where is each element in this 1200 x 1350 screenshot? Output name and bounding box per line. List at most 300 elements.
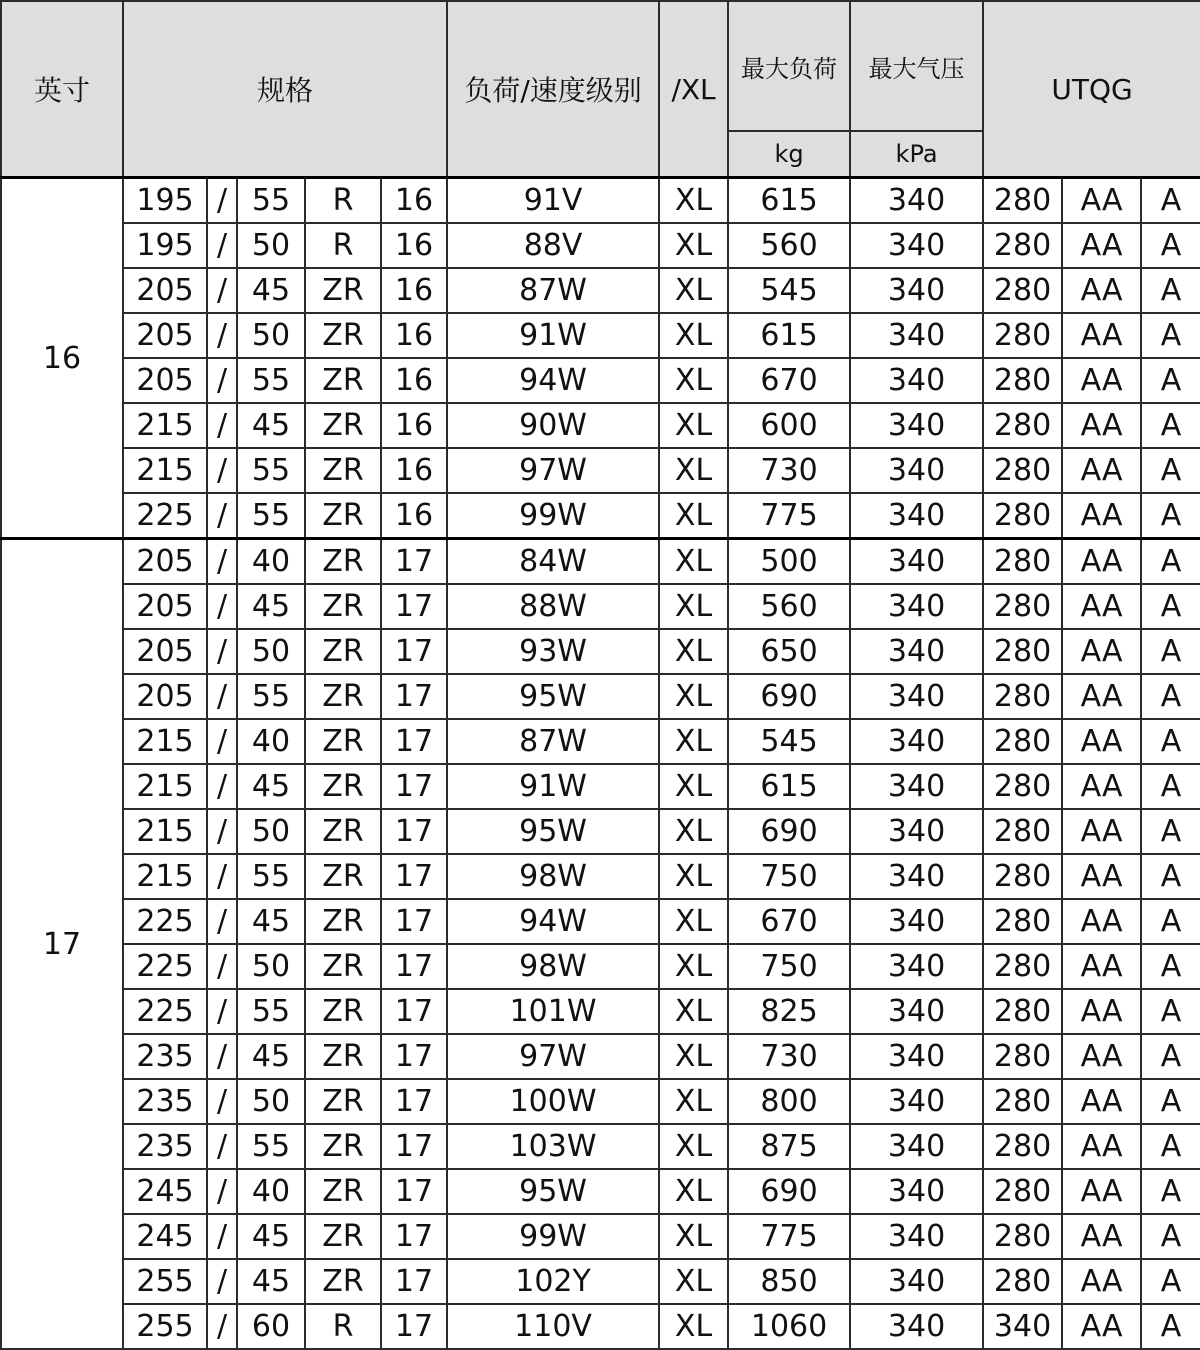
max-pressure-cell: 340 bbox=[850, 854, 983, 899]
width-cell: 255 bbox=[123, 1259, 207, 1304]
max-pressure-cell: 340 bbox=[850, 223, 983, 268]
xl-cell: XL bbox=[659, 1034, 728, 1079]
width-cell: 255 bbox=[123, 1304, 207, 1349]
utqg-traction-cell: AA bbox=[1062, 764, 1141, 809]
max-pressure-cell: 340 bbox=[850, 944, 983, 989]
utqg-traction-cell: AA bbox=[1062, 539, 1141, 585]
utqg-treadwear-cell: 280 bbox=[983, 403, 1062, 448]
xl-cell: XL bbox=[659, 1169, 728, 1214]
aspect-ratio-cell: 45 bbox=[237, 584, 305, 629]
aspect-ratio-cell: 50 bbox=[237, 1079, 305, 1124]
utqg-traction-cell: AA bbox=[1062, 1079, 1141, 1124]
header-xl: /XL bbox=[659, 1, 728, 178]
rim-cell: 16 bbox=[381, 268, 447, 313]
max-pressure-cell: 340 bbox=[850, 674, 983, 719]
aspect-ratio-cell: 55 bbox=[237, 674, 305, 719]
table-row bbox=[1, 1169, 1200, 1214]
max-load-cell: 615 bbox=[728, 764, 850, 809]
width-cell: 225 bbox=[123, 899, 207, 944]
utqg-traction-cell: AA bbox=[1062, 448, 1141, 493]
aspect-ratio-cell: 50 bbox=[237, 809, 305, 854]
max-pressure-cell: 340 bbox=[850, 584, 983, 629]
aspect-ratio-cell: 45 bbox=[237, 1214, 305, 1259]
max-pressure-cell: 340 bbox=[850, 403, 983, 448]
load-speed-cell: 110V bbox=[447, 1304, 659, 1349]
max-pressure-cell: 340 bbox=[850, 764, 983, 809]
rim-cell: 17 bbox=[381, 1214, 447, 1259]
slash-cell: / bbox=[207, 268, 237, 313]
load-speed-cell: 102Y bbox=[447, 1259, 659, 1304]
max-load-cell: 690 bbox=[728, 809, 850, 854]
table-row bbox=[1, 493, 1200, 539]
xl-cell: XL bbox=[659, 719, 728, 764]
construction-cell: ZR bbox=[305, 719, 381, 764]
utqg-treadwear-cell: 280 bbox=[983, 268, 1062, 313]
width-cell: 225 bbox=[123, 989, 207, 1034]
slash-cell: / bbox=[207, 1079, 237, 1124]
xl-cell: XL bbox=[659, 403, 728, 448]
utqg-temperature-cell: A bbox=[1141, 764, 1200, 809]
max-pressure-cell: 340 bbox=[850, 989, 983, 1034]
xl-cell: XL bbox=[659, 944, 728, 989]
table-row bbox=[1, 1079, 1200, 1124]
utqg-temperature-cell: A bbox=[1141, 1304, 1200, 1349]
rim-cell: 16 bbox=[381, 358, 447, 403]
max-load-cell: 560 bbox=[728, 584, 850, 629]
load-speed-cell: 91V bbox=[447, 178, 659, 224]
load-speed-cell: 88W bbox=[447, 584, 659, 629]
construction-cell: R bbox=[305, 1304, 381, 1349]
width-cell: 205 bbox=[123, 629, 207, 674]
width-cell: 205 bbox=[123, 268, 207, 313]
xl-cell: XL bbox=[659, 1124, 728, 1169]
utqg-treadwear-cell: 280 bbox=[983, 944, 1062, 989]
utqg-traction-cell: AA bbox=[1062, 674, 1141, 719]
utqg-treadwear-cell: 280 bbox=[983, 719, 1062, 764]
table-row bbox=[1, 448, 1200, 493]
max-pressure-cell: 340 bbox=[850, 178, 983, 224]
table-body bbox=[1, 178, 1200, 1350]
aspect-ratio-cell: 55 bbox=[237, 1124, 305, 1169]
load-speed-cell: 95W bbox=[447, 809, 659, 854]
slash-cell: / bbox=[207, 1214, 237, 1259]
utqg-temperature-cell: A bbox=[1141, 448, 1200, 493]
utqg-traction-cell: AA bbox=[1062, 854, 1141, 899]
rim-cell: 17 bbox=[381, 1169, 447, 1214]
utqg-treadwear-cell: 280 bbox=[983, 493, 1062, 539]
load-speed-cell: 101W bbox=[447, 989, 659, 1034]
utqg-treadwear-cell: 280 bbox=[983, 764, 1062, 809]
slash-cell: / bbox=[207, 178, 237, 224]
max-pressure-cell: 340 bbox=[850, 1169, 983, 1214]
table-row bbox=[1, 674, 1200, 719]
construction-cell: ZR bbox=[305, 989, 381, 1034]
construction-cell: ZR bbox=[305, 313, 381, 358]
xl-cell: XL bbox=[659, 448, 728, 493]
rim-cell: 17 bbox=[381, 629, 447, 674]
utqg-traction-cell: AA bbox=[1062, 944, 1141, 989]
max-load-cell: 690 bbox=[728, 674, 850, 719]
slash-cell: / bbox=[207, 1034, 237, 1079]
slash-cell: / bbox=[207, 944, 237, 989]
xl-cell: XL bbox=[659, 854, 728, 899]
max-pressure-cell: 340 bbox=[850, 1259, 983, 1304]
slash-cell: / bbox=[207, 989, 237, 1034]
rim-cell: 16 bbox=[381, 178, 447, 224]
table-row bbox=[1, 1259, 1200, 1304]
construction-cell: ZR bbox=[305, 539, 381, 585]
utqg-traction-cell: AA bbox=[1062, 1124, 1141, 1169]
rim-cell: 17 bbox=[381, 809, 447, 854]
utqg-treadwear-cell: 280 bbox=[983, 809, 1062, 854]
load-speed-cell: 84W bbox=[447, 539, 659, 585]
utqg-treadwear-cell: 280 bbox=[983, 358, 1062, 403]
slash-cell: / bbox=[207, 1169, 237, 1214]
load-speed-cell: 94W bbox=[447, 899, 659, 944]
construction-cell: ZR bbox=[305, 448, 381, 493]
max-load-cell: 670 bbox=[728, 358, 850, 403]
utqg-temperature-cell: A bbox=[1141, 1124, 1200, 1169]
width-cell: 245 bbox=[123, 1214, 207, 1259]
construction-cell: ZR bbox=[305, 674, 381, 719]
header-max-load-unit: kg bbox=[728, 131, 850, 178]
utqg-temperature-cell: A bbox=[1141, 584, 1200, 629]
construction-cell: ZR bbox=[305, 809, 381, 854]
utqg-temperature-cell: A bbox=[1141, 899, 1200, 944]
width-cell: 205 bbox=[123, 358, 207, 403]
width-cell: 205 bbox=[123, 674, 207, 719]
header-spec: 规格 bbox=[123, 1, 447, 178]
construction-cell: ZR bbox=[305, 1259, 381, 1304]
aspect-ratio-cell: 40 bbox=[237, 539, 305, 585]
load-speed-cell: 97W bbox=[447, 1034, 659, 1079]
aspect-ratio-cell: 45 bbox=[237, 268, 305, 313]
load-speed-cell: 103W bbox=[447, 1124, 659, 1169]
utqg-temperature-cell: A bbox=[1141, 629, 1200, 674]
load-speed-cell: 95W bbox=[447, 674, 659, 719]
max-load-cell: 825 bbox=[728, 989, 850, 1034]
utqg-temperature-cell: A bbox=[1141, 1214, 1200, 1259]
rim-cell: 17 bbox=[381, 1124, 447, 1169]
rim-cell: 17 bbox=[381, 854, 447, 899]
header-max-load: 最大负荷 bbox=[728, 1, 850, 131]
construction-cell: ZR bbox=[305, 1124, 381, 1169]
load-speed-cell: 100W bbox=[447, 1079, 659, 1124]
max-load-cell: 615 bbox=[728, 313, 850, 358]
utqg-temperature-cell: A bbox=[1141, 223, 1200, 268]
rim-cell: 16 bbox=[381, 448, 447, 493]
xl-cell: XL bbox=[659, 493, 728, 539]
table-row bbox=[1, 223, 1200, 268]
max-load-cell: 615 bbox=[728, 178, 850, 224]
load-speed-cell: 90W bbox=[447, 403, 659, 448]
slash-cell: / bbox=[207, 1304, 237, 1349]
aspect-ratio-cell: 55 bbox=[237, 989, 305, 1034]
utqg-traction-cell: AA bbox=[1062, 268, 1141, 313]
max-load-cell: 875 bbox=[728, 1124, 850, 1169]
table-row bbox=[1, 719, 1200, 764]
max-load-cell: 775 bbox=[728, 493, 850, 539]
max-load-cell: 750 bbox=[728, 854, 850, 899]
utqg-temperature-cell: A bbox=[1141, 178, 1200, 224]
table-row bbox=[1, 1124, 1200, 1169]
rim-cell: 16 bbox=[381, 493, 447, 539]
xl-cell: XL bbox=[659, 1259, 728, 1304]
max-pressure-cell: 340 bbox=[850, 358, 983, 403]
construction-cell: ZR bbox=[305, 403, 381, 448]
utqg-treadwear-cell: 280 bbox=[983, 178, 1062, 224]
xl-cell: XL bbox=[659, 178, 728, 224]
max-pressure-cell: 340 bbox=[850, 809, 983, 854]
table-row bbox=[1, 764, 1200, 809]
xl-cell: XL bbox=[659, 809, 728, 854]
utqg-traction-cell: AA bbox=[1062, 1304, 1141, 1349]
slash-cell: / bbox=[207, 1124, 237, 1169]
width-cell: 195 bbox=[123, 223, 207, 268]
utqg-treadwear-cell: 280 bbox=[983, 539, 1062, 585]
utqg-treadwear-cell: 280 bbox=[983, 1259, 1062, 1304]
rim-cell: 17 bbox=[381, 719, 447, 764]
load-speed-cell: 99W bbox=[447, 493, 659, 539]
xl-cell: XL bbox=[659, 313, 728, 358]
header-max-pressure-unit: kPa bbox=[850, 131, 983, 178]
utqg-traction-cell: AA bbox=[1062, 178, 1141, 224]
width-cell: 215 bbox=[123, 764, 207, 809]
slash-cell: / bbox=[207, 493, 237, 539]
utqg-temperature-cell: A bbox=[1141, 944, 1200, 989]
utqg-treadwear-cell: 280 bbox=[983, 674, 1062, 719]
utqg-treadwear-cell: 280 bbox=[983, 313, 1062, 358]
rim-cell: 17 bbox=[381, 899, 447, 944]
construction-cell: ZR bbox=[305, 1169, 381, 1214]
table-row bbox=[1, 1034, 1200, 1079]
utqg-traction-cell: AA bbox=[1062, 719, 1141, 764]
load-speed-cell: 98W bbox=[447, 854, 659, 899]
max-load-cell: 650 bbox=[728, 629, 850, 674]
max-load-cell: 500 bbox=[728, 539, 850, 585]
utqg-temperature-cell: A bbox=[1141, 854, 1200, 899]
aspect-ratio-cell: 55 bbox=[237, 358, 305, 403]
utqg-treadwear-cell: 280 bbox=[983, 1034, 1062, 1079]
utqg-temperature-cell: A bbox=[1141, 719, 1200, 764]
max-load-cell: 690 bbox=[728, 1169, 850, 1214]
aspect-ratio-cell: 45 bbox=[237, 764, 305, 809]
slash-cell: / bbox=[207, 448, 237, 493]
xl-cell: XL bbox=[659, 1079, 728, 1124]
utqg-traction-cell: AA bbox=[1062, 1169, 1141, 1214]
rim-cell: 17 bbox=[381, 944, 447, 989]
load-speed-cell: 95W bbox=[447, 1169, 659, 1214]
max-pressure-cell: 340 bbox=[850, 719, 983, 764]
rim-cell: 17 bbox=[381, 1304, 447, 1349]
aspect-ratio-cell: 40 bbox=[237, 719, 305, 764]
utqg-temperature-cell: A bbox=[1141, 1259, 1200, 1304]
utqg-treadwear-cell: 280 bbox=[983, 1124, 1062, 1169]
aspect-ratio-cell: 55 bbox=[237, 493, 305, 539]
max-pressure-cell: 340 bbox=[850, 1034, 983, 1079]
utqg-traction-cell: AA bbox=[1062, 989, 1141, 1034]
utqg-treadwear-cell: 280 bbox=[983, 1079, 1062, 1124]
xl-cell: XL bbox=[659, 629, 728, 674]
utqg-traction-cell: AA bbox=[1062, 403, 1141, 448]
header-load-speed: 负荷/速度级别 bbox=[447, 1, 659, 178]
utqg-traction-cell: AA bbox=[1062, 584, 1141, 629]
width-cell: 235 bbox=[123, 1079, 207, 1124]
xl-cell: XL bbox=[659, 358, 728, 403]
table-row bbox=[1, 899, 1200, 944]
utqg-temperature-cell: A bbox=[1141, 358, 1200, 403]
construction-cell: ZR bbox=[305, 854, 381, 899]
utqg-traction-cell: AA bbox=[1062, 313, 1141, 358]
rim-cell: 17 bbox=[381, 1259, 447, 1304]
width-cell: 235 bbox=[123, 1124, 207, 1169]
table-row bbox=[1, 178, 1200, 224]
construction-cell: ZR bbox=[305, 629, 381, 674]
construction-cell: ZR bbox=[305, 944, 381, 989]
aspect-ratio-cell: 45 bbox=[237, 1034, 305, 1079]
xl-cell: XL bbox=[659, 674, 728, 719]
table-row bbox=[1, 403, 1200, 448]
table-row bbox=[1, 854, 1200, 899]
load-speed-cell: 91W bbox=[447, 313, 659, 358]
width-cell: 215 bbox=[123, 448, 207, 493]
max-load-cell: 730 bbox=[728, 1034, 850, 1079]
rim-cell: 16 bbox=[381, 403, 447, 448]
xl-cell: XL bbox=[659, 268, 728, 313]
max-load-cell: 775 bbox=[728, 1214, 850, 1259]
utqg-temperature-cell: A bbox=[1141, 1034, 1200, 1079]
xl-cell: XL bbox=[659, 989, 728, 1034]
slash-cell: / bbox=[207, 809, 237, 854]
utqg-treadwear-cell: 280 bbox=[983, 1169, 1062, 1214]
slash-cell: / bbox=[207, 629, 237, 674]
xl-cell: XL bbox=[659, 1304, 728, 1349]
header-utqg: UTQG bbox=[983, 1, 1200, 178]
load-speed-cell: 93W bbox=[447, 629, 659, 674]
utqg-temperature-cell: A bbox=[1141, 1169, 1200, 1214]
construction-cell: ZR bbox=[305, 358, 381, 403]
aspect-ratio-cell: 60 bbox=[237, 1304, 305, 1349]
load-speed-cell: 88V bbox=[447, 223, 659, 268]
construction-cell: ZR bbox=[305, 1214, 381, 1259]
load-speed-cell: 94W bbox=[447, 358, 659, 403]
utqg-traction-cell: AA bbox=[1062, 899, 1141, 944]
max-pressure-cell: 340 bbox=[850, 539, 983, 585]
load-speed-cell: 99W bbox=[447, 1214, 659, 1259]
table-row bbox=[1, 268, 1200, 313]
max-load-cell: 750 bbox=[728, 944, 850, 989]
max-pressure-cell: 340 bbox=[850, 268, 983, 313]
rim-diameter-group-cell: 16 bbox=[1, 178, 123, 539]
width-cell: 215 bbox=[123, 719, 207, 764]
width-cell: 205 bbox=[123, 313, 207, 358]
width-cell: 215 bbox=[123, 403, 207, 448]
load-speed-cell: 98W bbox=[447, 944, 659, 989]
aspect-ratio-cell: 45 bbox=[237, 403, 305, 448]
utqg-traction-cell: AA bbox=[1062, 493, 1141, 539]
width-cell: 205 bbox=[123, 584, 207, 629]
max-load-cell: 850 bbox=[728, 1259, 850, 1304]
slash-cell: / bbox=[207, 403, 237, 448]
slash-cell: / bbox=[207, 674, 237, 719]
max-load-cell: 545 bbox=[728, 268, 850, 313]
max-load-cell: 730 bbox=[728, 448, 850, 493]
xl-cell: XL bbox=[659, 764, 728, 809]
slash-cell: / bbox=[207, 764, 237, 809]
construction-cell: R bbox=[305, 223, 381, 268]
slash-cell: / bbox=[207, 899, 237, 944]
utqg-traction-cell: AA bbox=[1062, 1259, 1141, 1304]
utqg-treadwear-cell: 280 bbox=[983, 989, 1062, 1034]
construction-cell: ZR bbox=[305, 493, 381, 539]
utqg-temperature-cell: A bbox=[1141, 1079, 1200, 1124]
utqg-traction-cell: AA bbox=[1062, 1034, 1141, 1079]
slash-cell: / bbox=[207, 1259, 237, 1304]
rim-cell: 17 bbox=[381, 539, 447, 585]
utqg-traction-cell: AA bbox=[1062, 629, 1141, 674]
utqg-temperature-cell: A bbox=[1141, 313, 1200, 358]
header-inch: 英寸 bbox=[1, 1, 123, 178]
aspect-ratio-cell: 50 bbox=[237, 223, 305, 268]
rim-cell: 17 bbox=[381, 764, 447, 809]
load-speed-cell: 97W bbox=[447, 448, 659, 493]
rim-cell: 17 bbox=[381, 584, 447, 629]
utqg-temperature-cell: A bbox=[1141, 539, 1200, 585]
table-row bbox=[1, 989, 1200, 1034]
slash-cell: / bbox=[207, 719, 237, 764]
slash-cell: / bbox=[207, 313, 237, 358]
utqg-treadwear-cell: 340 bbox=[983, 1304, 1062, 1349]
utqg-temperature-cell: A bbox=[1141, 809, 1200, 854]
max-pressure-cell: 340 bbox=[850, 1304, 983, 1349]
table-row bbox=[1, 1304, 1200, 1349]
utqg-treadwear-cell: 280 bbox=[983, 899, 1062, 944]
width-cell: 195 bbox=[123, 178, 207, 224]
slash-cell: / bbox=[207, 539, 237, 585]
table-row bbox=[1, 1214, 1200, 1259]
table-row bbox=[1, 584, 1200, 629]
slash-cell: / bbox=[207, 584, 237, 629]
aspect-ratio-cell: 55 bbox=[237, 854, 305, 899]
table-row bbox=[1, 313, 1200, 358]
aspect-ratio-cell: 40 bbox=[237, 1169, 305, 1214]
utqg-traction-cell: AA bbox=[1062, 809, 1141, 854]
construction-cell: ZR bbox=[305, 584, 381, 629]
rim-cell: 17 bbox=[381, 1034, 447, 1079]
load-speed-cell: 91W bbox=[447, 764, 659, 809]
max-load-cell: 600 bbox=[728, 403, 850, 448]
utqg-temperature-cell: A bbox=[1141, 674, 1200, 719]
max-load-cell: 670 bbox=[728, 899, 850, 944]
aspect-ratio-cell: 55 bbox=[237, 178, 305, 224]
utqg-traction-cell: AA bbox=[1062, 358, 1141, 403]
slash-cell: / bbox=[207, 854, 237, 899]
rim-cell: 17 bbox=[381, 989, 447, 1034]
xl-cell: XL bbox=[659, 539, 728, 585]
construction-cell: R bbox=[305, 178, 381, 224]
aspect-ratio-cell: 45 bbox=[237, 899, 305, 944]
table-row bbox=[1, 358, 1200, 403]
width-cell: 225 bbox=[123, 944, 207, 989]
max-pressure-cell: 340 bbox=[850, 313, 983, 358]
max-pressure-cell: 340 bbox=[850, 448, 983, 493]
slash-cell: / bbox=[207, 223, 237, 268]
width-cell: 205 bbox=[123, 539, 207, 585]
xl-cell: XL bbox=[659, 899, 728, 944]
table-row bbox=[1, 809, 1200, 854]
width-cell: 215 bbox=[123, 809, 207, 854]
utqg-temperature-cell: A bbox=[1141, 493, 1200, 539]
